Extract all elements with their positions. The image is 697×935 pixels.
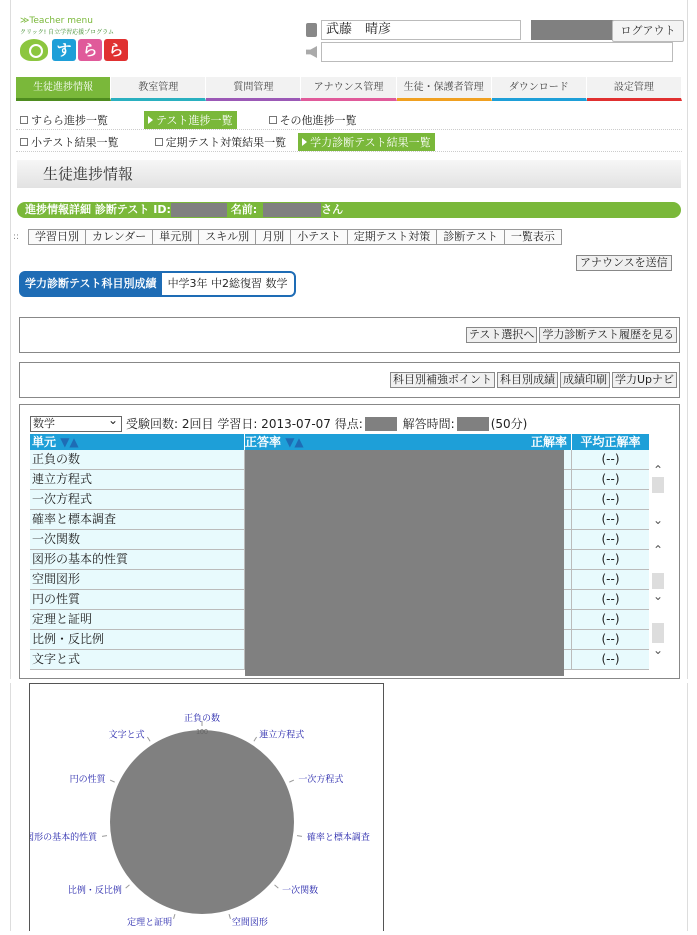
radar-axis-tick xyxy=(110,780,115,782)
average-cell: (--) xyxy=(571,550,649,569)
radar-axis-label: 正負の数 xyxy=(183,713,221,723)
answer-time-label: 解答時間: xyxy=(402,417,455,431)
redacted-field xyxy=(531,20,624,40)
scrollbar-3[interactable] xyxy=(651,623,665,657)
radar-axis-tick xyxy=(254,737,257,741)
radar-axis-label: 確率と標本調査 xyxy=(306,831,370,842)
average-cell: (--) xyxy=(571,570,649,589)
subject-select[interactable]: 数学 ⌄ xyxy=(30,416,122,432)
average-cell: (--) xyxy=(571,510,649,529)
main-tab[interactable]: 設定管理 xyxy=(587,77,682,101)
send-announcement-button[interactable]: アナウンスを送信 xyxy=(576,255,672,271)
unit-cell: 定理と証明 xyxy=(30,610,245,629)
user-name: 武藤 晴彦 xyxy=(321,20,521,40)
radar-axis-label: 比例・反比例 xyxy=(67,885,122,896)
main-tab[interactable]: アナウンス管理 xyxy=(301,77,396,101)
radar-axis-label: 連立方程式 xyxy=(259,729,305,740)
radar-axis-label: 円の性質 xyxy=(69,773,106,784)
subnav-other-progress[interactable]: その他進捗一覧 xyxy=(265,111,361,129)
chevron-down-icon: ⌄ xyxy=(652,513,664,527)
view-tab[interactable]: 学習日別 xyxy=(29,230,86,244)
results-panel xyxy=(19,404,680,679)
unit-cell: 空間図形 xyxy=(30,570,245,589)
average-cell: (--) xyxy=(571,530,649,549)
unit-cell: 一次関数 xyxy=(30,530,245,549)
subject-label-value: 中学3年 中2総復習 数学 xyxy=(161,273,294,295)
view-tab[interactable]: スキル別 xyxy=(199,230,256,244)
subnav-periodic-test-results[interactable]: 定期テスト対策結果一覧 xyxy=(151,133,291,151)
message-row xyxy=(306,42,673,62)
logo-title: ≫Teacher menu xyxy=(20,16,93,26)
subject-grades-button[interactable]: 科目別成績 xyxy=(497,372,558,388)
main-tab[interactable]: 生徒・保護者管理 xyxy=(397,77,492,101)
reinforcement-points-button[interactable]: 科目別補強ポイント xyxy=(390,372,495,388)
radar-axis-label: 図形の基本的性質 xyxy=(30,831,98,842)
view-tab[interactable]: 月別 xyxy=(256,230,291,244)
average-cell: (--) xyxy=(571,470,649,489)
logo-art xyxy=(20,39,148,61)
redacted-id xyxy=(171,203,227,217)
answer-time-suffix: (50分) xyxy=(490,417,528,431)
chevron-down-icon: ⌄ xyxy=(652,589,664,603)
detail-suffix: さん xyxy=(321,203,344,216)
radar-chart xyxy=(29,683,384,931)
table-header xyxy=(30,434,649,450)
view-tab[interactable]: カレンダー xyxy=(86,230,153,244)
subject-label-title: 学力診断テスト科目別成績 xyxy=(21,273,161,295)
average-cell: (--) xyxy=(571,450,649,469)
subnav-diagnostic-results[interactable]: 学力診断テスト結果一覧 xyxy=(298,133,435,151)
unit-cell: 円の性質 xyxy=(30,590,245,609)
speaker-icon xyxy=(306,46,317,58)
page-title: 生徒進捗情報 xyxy=(17,160,681,188)
radar-axis-label: 文字と式 xyxy=(108,729,145,740)
print-grades-button[interactable]: 成績印刷 xyxy=(560,372,610,388)
radar-axis-tick xyxy=(229,914,230,919)
study-date: 学習日: 2013-07-07 xyxy=(217,417,331,431)
mouse-icon xyxy=(20,39,48,61)
sort-arrows-icon: ▼▲ xyxy=(60,435,79,449)
average-cell: (--) xyxy=(571,610,649,629)
redacted-scores xyxy=(245,450,564,676)
radar-redacted-area xyxy=(110,730,294,914)
detail-prefix: 進捗情報詳細 xyxy=(25,203,91,216)
col-correct-rate[interactable]: 正答率 ▼▲ xyxy=(245,435,304,449)
unit-cell: 正負の数 xyxy=(30,450,245,469)
radar-axis-tick xyxy=(147,737,150,741)
unit-cell: 一次方程式 xyxy=(30,490,245,509)
detail-id-label: 診断テスト ID: xyxy=(94,203,171,216)
results-table xyxy=(30,434,649,670)
col-accuracy: 正解率 xyxy=(530,435,567,449)
unit-cell: 連立方程式 xyxy=(30,470,245,489)
chevron-down-icon: ⌄ xyxy=(652,643,664,657)
redacted-time xyxy=(457,417,489,431)
radar-axis-tick xyxy=(174,914,175,919)
detail-name-label: 名前: xyxy=(230,203,258,216)
average-cell: (--) xyxy=(571,630,649,649)
scrollbar-1[interactable] xyxy=(651,463,665,527)
view-tab[interactable]: 一覧表示 xyxy=(510,230,555,243)
view-tab[interactable]: 診断テスト xyxy=(437,230,505,244)
main-tab[interactable]: 生徒進捗情報 xyxy=(16,77,111,101)
chevron-up-icon: ⌃ xyxy=(652,543,664,557)
radar-max-label: 100 xyxy=(196,729,208,736)
radar-axis-tick xyxy=(102,836,107,837)
radar-axis-tick xyxy=(275,885,279,888)
logo-tagline: クリック! 自立学習応援プログラム xyxy=(20,29,115,36)
main-tab[interactable]: 質問管理 xyxy=(206,77,301,101)
subnav-sura-progress[interactable]: すらら進捗一覧 xyxy=(16,111,112,129)
radar-axis-tick xyxy=(126,885,130,888)
view-tab[interactable]: 単元別 xyxy=(153,230,199,244)
detail-bar xyxy=(17,202,681,218)
radar-axis-label: 一次関数 xyxy=(282,885,319,896)
sort-arrows-icon: ▼▲ xyxy=(285,435,304,449)
subnav-test-progress[interactable]: テスト進捗一覧 xyxy=(144,111,237,129)
radar-axis-label: 空間図形 xyxy=(231,916,268,927)
average-cell: (--) xyxy=(571,490,649,509)
average-cell: (--) xyxy=(571,650,649,669)
actions-panel xyxy=(19,362,680,398)
unit-cell: 図形の基本的性質 xyxy=(30,550,245,569)
logout-button[interactable]: ログアウト xyxy=(612,20,684,42)
study-up-navi-button[interactable]: 学力Upナビ xyxy=(612,372,677,388)
person-icon xyxy=(306,23,317,37)
col-unit[interactable]: 単元 ▼▲ xyxy=(30,434,245,450)
radar-axis-label: 一次方程式 xyxy=(298,773,344,784)
user-area xyxy=(306,20,624,40)
logo-char: す xyxy=(52,39,76,61)
chevron-up-icon: ⌃ xyxy=(652,463,664,477)
radar-axis-tick xyxy=(289,780,294,782)
test-history-button[interactable]: 学力診断テスト履歴を見る xyxy=(539,327,677,343)
main-tabs xyxy=(16,77,682,101)
scrollbar-2[interactable] xyxy=(651,543,665,603)
message-box xyxy=(321,42,673,62)
logo-char: ら xyxy=(104,39,128,61)
view-tab[interactable]: 小テスト xyxy=(291,230,348,244)
unit-cell: 文字と式 xyxy=(30,650,245,669)
logo[interactable] xyxy=(20,16,148,66)
redacted-score xyxy=(365,417,397,431)
logo-char: ら xyxy=(78,39,102,61)
main-tab[interactable]: 教室管理 xyxy=(111,77,206,101)
sub-nav xyxy=(16,110,682,154)
test-select-button[interactable]: テスト選択へ xyxy=(466,327,538,343)
redacted-name xyxy=(263,203,321,217)
radar-axis-tick xyxy=(297,836,302,837)
attempts: 受験回数: 2回目 xyxy=(126,417,214,431)
radar-axis-label: 定理と証明 xyxy=(127,916,173,927)
unit-cell: 確率と標本調査 xyxy=(30,510,245,529)
view-tabs xyxy=(13,229,562,245)
subject-label xyxy=(19,271,296,297)
results-header xyxy=(30,415,527,432)
col-average: 平均正解率 xyxy=(571,434,649,450)
main-tab[interactable]: ダウンロード xyxy=(492,77,587,101)
score-label: 得点: xyxy=(334,417,363,431)
unit-cell: 比例・反比例 xyxy=(30,630,245,649)
subnav-quiz-results[interactable]: 小テスト結果一覧 xyxy=(16,133,123,151)
average-cell: (--) xyxy=(571,590,649,609)
test-select-panel xyxy=(19,317,680,353)
grip-icon: :: xyxy=(13,232,20,242)
radar-chart-svg xyxy=(30,684,385,932)
view-tab[interactable]: 定期テスト対策 xyxy=(348,230,438,244)
